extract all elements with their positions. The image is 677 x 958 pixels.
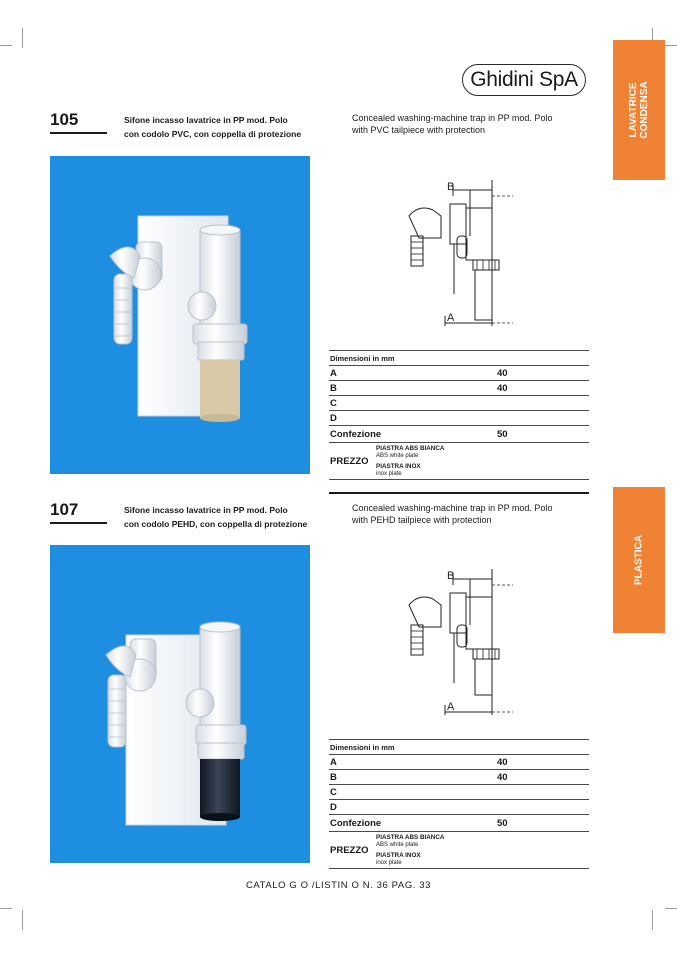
product-title-it: Sifone incasso lavatrice in PP mod. Polo con codolo PVC, con coppella di protezione <box>124 115 302 139</box>
product-photo <box>50 545 310 863</box>
table-row: D <box>329 411 589 426</box>
crop-mark <box>0 45 12 46</box>
product-title-en: Concealed washing-machine trap in PP mod. Polo with PEHD tailpiece with protection <box>352 503 553 525</box>
table-row: C <box>329 785 589 800</box>
product-code: 105 <box>50 110 79 129</box>
code-underline <box>50 522 107 524</box>
technical-drawing <box>395 176 525 332</box>
table-header: Dimensioni in mm <box>329 351 589 366</box>
drawing-label-a: A <box>447 701 455 713</box>
page-footer: CATALO G O /LISTIN O N. 36 PAG. 33 <box>245 880 432 891</box>
table-row: A 40 <box>329 366 589 381</box>
price-option: PIASTRA INOX inox plate <box>376 463 421 477</box>
table-row: D <box>329 800 589 815</box>
crop-mark <box>0 908 12 909</box>
product-title-en: Concealed washing-machine trap in PP mod. Polo with PVC tailpiece with protection <box>352 113 553 135</box>
brand-logo: Ghidini SpA <box>462 64 586 96</box>
crop-mark <box>652 910 653 930</box>
trap-illustration <box>50 545 310 863</box>
drawing-label-a: A <box>447 312 455 324</box>
product-code: 107 <box>50 500 79 519</box>
table-row: A 40 <box>329 755 589 770</box>
crop-mark <box>665 45 677 46</box>
price-row <box>329 832 589 869</box>
section-divider <box>329 492 589 494</box>
tailpiece <box>200 360 240 418</box>
technical-drawing <box>395 565 525 721</box>
product-photo <box>50 156 310 474</box>
table-row: Confezione 50 <box>329 426 589 443</box>
table-row: Confezione 50 <box>329 815 589 832</box>
table-row: C <box>329 396 589 411</box>
side-tab-label: PLASTICA <box>633 535 645 585</box>
code-underline <box>50 132 107 134</box>
crop-mark <box>22 28 23 48</box>
price-option: PIASTRA ABS BIANCA ABS white plate <box>376 834 445 848</box>
side-tab-material[interactable] <box>613 487 665 633</box>
price-option: PIASTRA ABS BIANCA ABS white plate <box>376 445 445 459</box>
price-option: PIASTRA INOX inox plate <box>376 852 421 866</box>
crop-mark <box>22 910 23 930</box>
table-row: B 40 <box>329 381 589 396</box>
side-tab-category[interactable] <box>613 40 665 180</box>
table-header: Dimensioni in mm <box>329 740 589 755</box>
table-row: B 40 <box>329 770 589 785</box>
product-title-it: Sifone incasso lavatrice in PP mod. Polo con codolo PEHD, con coppella di protezione <box>124 505 308 529</box>
side-tab-label: LAVATRICE CONDENSA <box>628 81 650 139</box>
dimensions-table <box>329 350 589 480</box>
drawing-label-b: B <box>447 181 455 193</box>
price-row <box>329 443 589 480</box>
trap-illustration <box>50 156 310 474</box>
crop-mark <box>665 908 677 909</box>
drawing-label-b: B <box>447 570 455 582</box>
tailpiece <box>200 759 240 817</box>
dimensions-table <box>329 739 589 869</box>
price-label: PREZZO <box>330 845 369 856</box>
price-label: PREZZO <box>330 456 369 467</box>
